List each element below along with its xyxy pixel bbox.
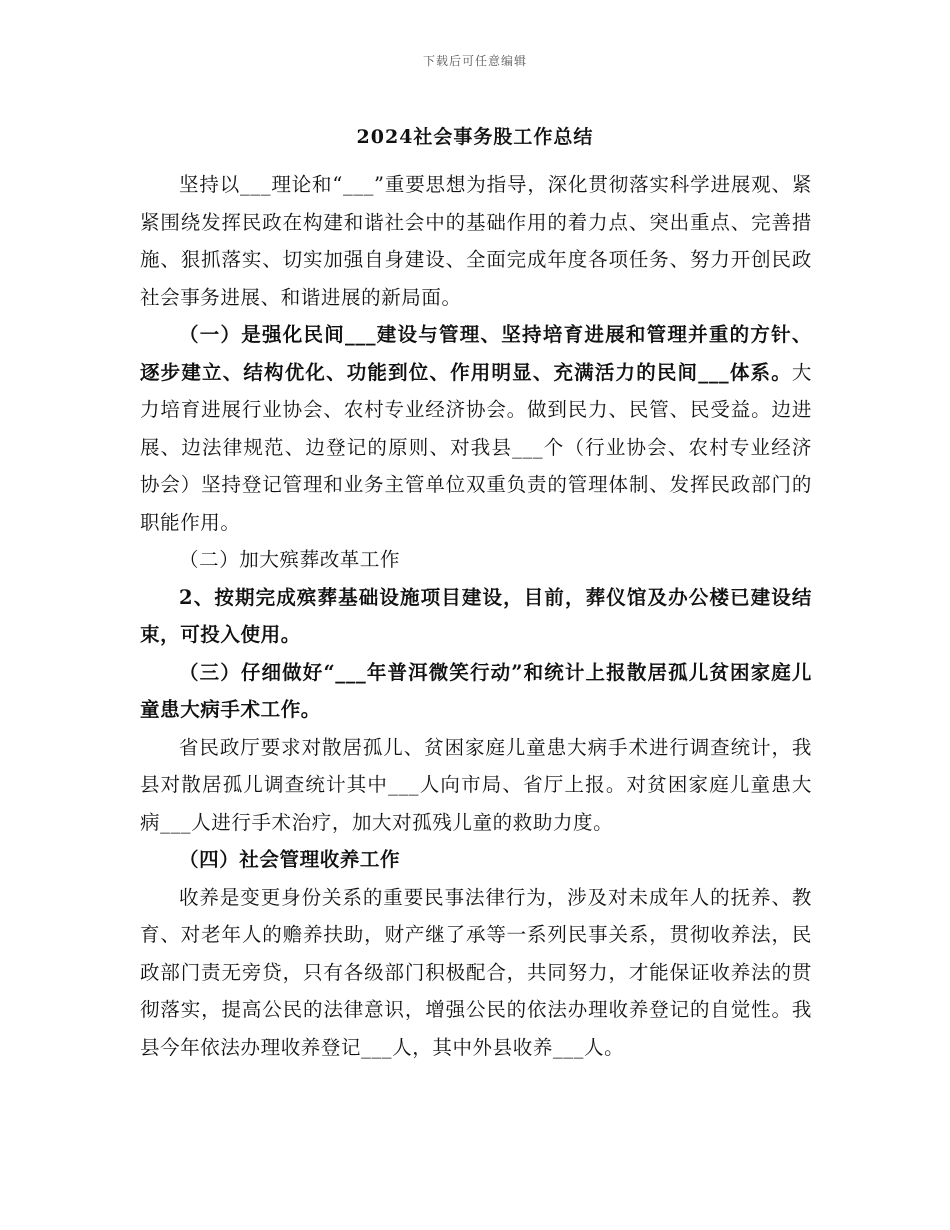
paragraph-section-4-body [140, 879, 812, 1067]
section-heading: （一）是强化民间___建设与管理、坚持培育进展和管理并重的方针、逐步建立、结构优化、功能到位、作用明显、充满活力的民间___体系。 [140, 323, 812, 384]
document-title: 2024社会事务股工作总结 [356, 126, 594, 148]
paragraph-section-2-item [140, 579, 812, 654]
paragraph-text: 省民政厅要求对散居孤儿、贫困家庭儿童患大病手术进行调查统计，我县对散居孤儿调查统计其中___人向市局、省厅上报。对贫困家庭儿童患大病___人进行手术治疗，加大对孤残儿童的救助力度。 [140, 735, 812, 834]
paragraph-section-3-body [140, 729, 812, 842]
section-heading: （二）加大殡葬改革工作 [179, 548, 401, 571]
paragraph-section-2-heading [140, 541, 812, 579]
paragraph-section-1 [140, 316, 812, 541]
paragraph-text: 收养是变更身份关系的重要民事法律行为，涉及对未成年人的抚养、教育、对老年人的赡养扶助，财产继了承等一系列民事关系，贯彻收养法，民政部门责无旁贷，只有各级部门积极配合，共同努力，才能保证收养法的贯彻落实，提高公民的法律意识，增强公民的依法办理收养登记的自觉性。我县今年依法办理收养登记___人，其中外县收养___人。 [140, 885, 812, 1059]
section-heading: （四）社会管理收养工作 [179, 848, 401, 871]
section-heading: （三）仔细做好“___年普洱微笑行动”和统计上报散居孤儿贫困家庭儿童患大病手术工作。 [140, 660, 812, 721]
document-body [140, 166, 812, 1066]
paragraph-text: 坚持以___理论和“___”重要思想为指导，深化贯彻落实科学进展观、紧紧围绕发挥民政在构建和谐社会中的基础作用的着力点、突出重点、完善措施、狠抓落实、切实加强自身建设、全面完成年度各项任务、努力开创民政社会事务进展、和谐进展的新局面。 [140, 173, 812, 309]
section-item: 2、按期完成殡葬基础设施项目建设，目前，葬仪馆及办公楼已建设结束，可投入使用。 [140, 585, 812, 646]
paragraph-intro [140, 166, 812, 316]
header-note: 下载后可任意编辑 [422, 54, 527, 68]
paragraph-text: 大力培育进展行业协会、农村专业经济协会。做到民力、民管、民受益。边进展、边法律规范、边登记的原则、对我县___个（行业协会、农村专业经济协会）坚持登记管理和业务主管单位双重负责的管理体制、发挥民政部门的职能作用。 [140, 360, 812, 534]
paragraph-section-3-heading [140, 654, 812, 729]
paragraph-section-4-heading [140, 841, 812, 879]
